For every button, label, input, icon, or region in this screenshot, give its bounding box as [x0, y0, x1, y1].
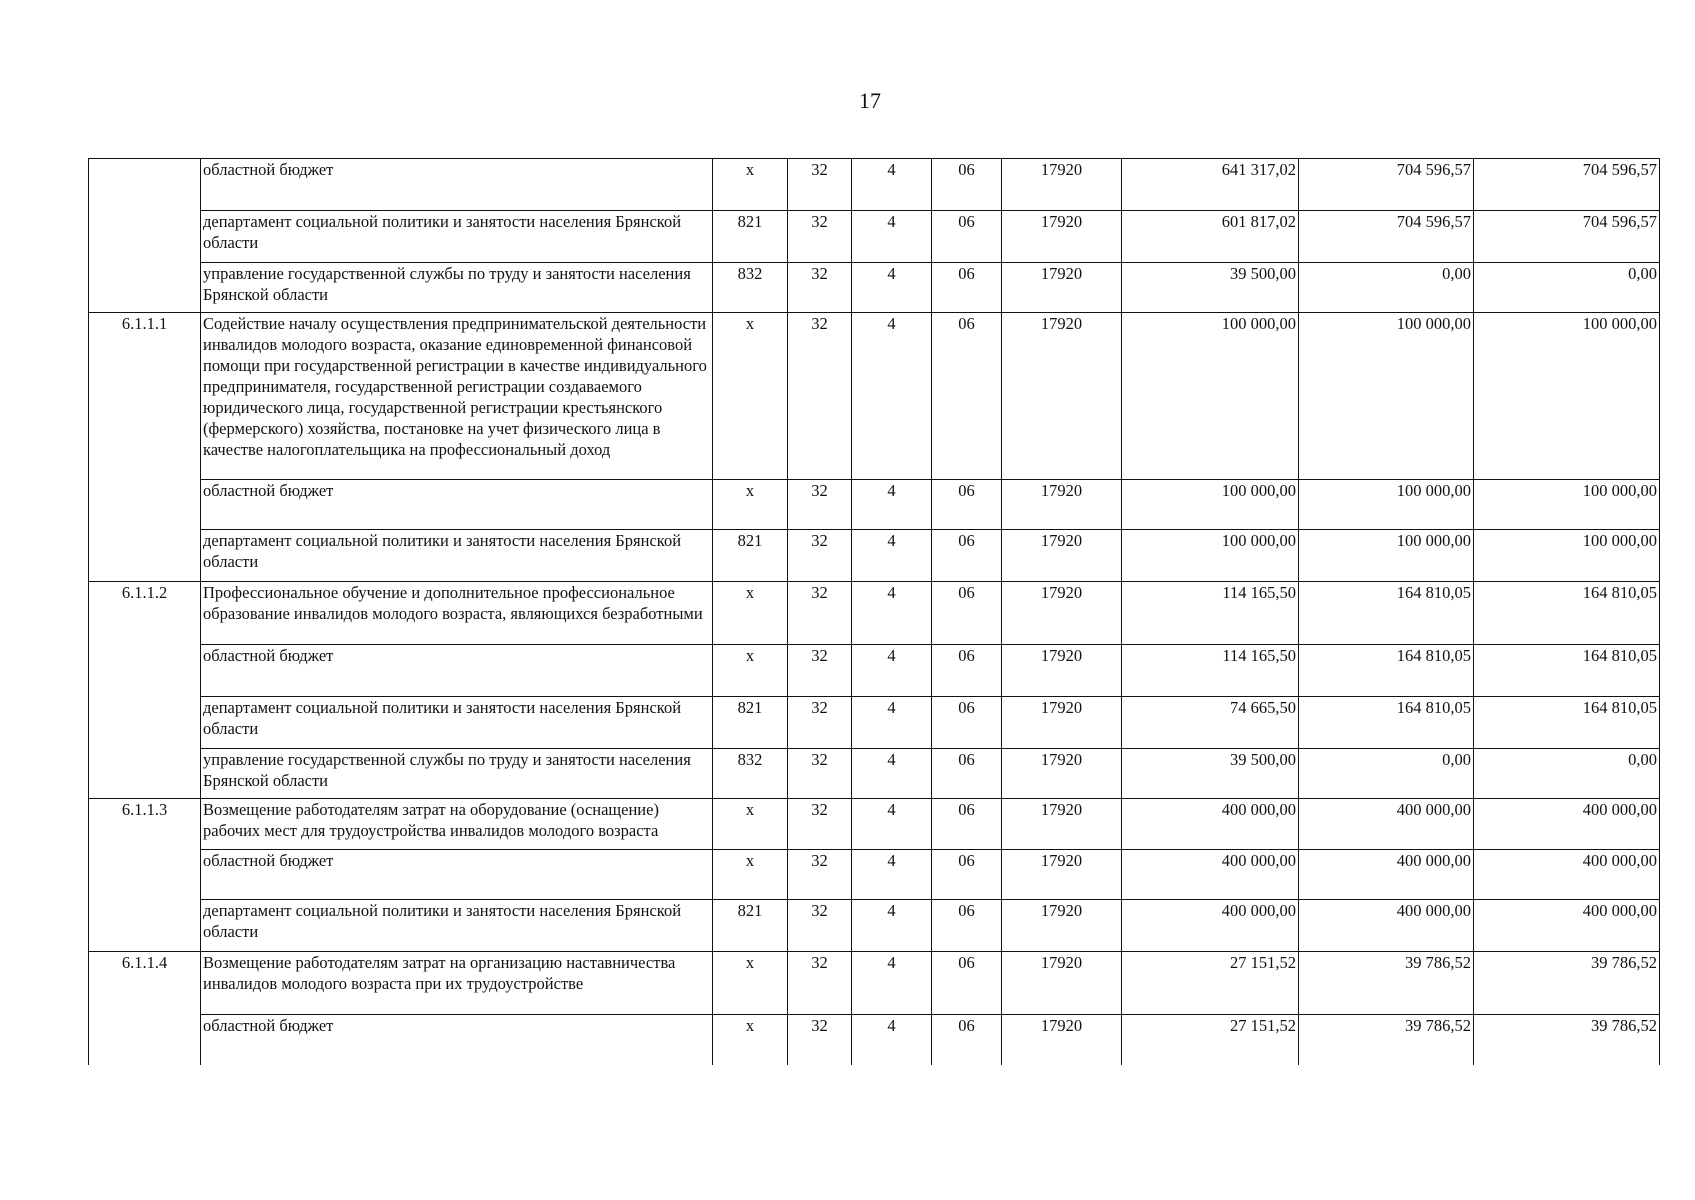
- row-code-3: 06: [932, 530, 1002, 582]
- row-admin-code: 832: [713, 263, 788, 313]
- row-code-1: 32: [788, 900, 852, 952]
- row-value-1: 100 000,00: [1122, 313, 1299, 480]
- table-row: [89, 211, 1660, 263]
- row-code-2: 4: [852, 159, 932, 211]
- table-body: [89, 159, 1660, 1065]
- row-code-4: 17920: [1002, 952, 1122, 1015]
- row-name: областной бюджет: [201, 1015, 713, 1065]
- row-admin-code: х: [713, 313, 788, 480]
- row-name: департамент социальной политики и занятости населения Брянской области: [201, 530, 713, 582]
- row-number: [89, 159, 201, 211]
- row-code-2: 4: [852, 582, 932, 645]
- row-admin-code: х: [713, 480, 788, 530]
- row-value-3: 39 786,52: [1474, 1015, 1660, 1065]
- row-code-4: 17920: [1002, 799, 1122, 850]
- row-value-3: 704 596,57: [1474, 211, 1660, 263]
- table-row: [89, 850, 1660, 900]
- row-code-2: 4: [852, 799, 932, 850]
- table-row: [89, 530, 1660, 582]
- row-value-1: 400 000,00: [1122, 900, 1299, 952]
- row-code-4: 17920: [1002, 582, 1122, 645]
- table-row: [89, 799, 1660, 850]
- row-number: [89, 530, 201, 582]
- row-code-1: 32: [788, 799, 852, 850]
- row-number: [89, 480, 201, 530]
- row-value-3: 100 000,00: [1474, 530, 1660, 582]
- row-value-2: 164 810,05: [1299, 582, 1474, 645]
- row-value-1: 27 151,52: [1122, 1015, 1299, 1065]
- page-number: 17: [859, 88, 881, 113]
- row-code-1: 32: [788, 480, 852, 530]
- row-admin-code: 832: [713, 749, 788, 799]
- row-name: департамент социальной политики и занятости населения Брянской области: [201, 697, 713, 749]
- row-number: 6.1.1.2: [89, 582, 201, 645]
- row-code-4: 17920: [1002, 697, 1122, 749]
- row-value-1: 400 000,00: [1122, 799, 1299, 850]
- row-number: [89, 850, 201, 900]
- row-code-2: 4: [852, 749, 932, 799]
- row-code-3: 06: [932, 159, 1002, 211]
- row-admin-code: 821: [713, 211, 788, 263]
- table-row: [89, 697, 1660, 749]
- row-name: областной бюджет: [201, 480, 713, 530]
- table-row: [89, 900, 1660, 952]
- row-value-2: 164 810,05: [1299, 645, 1474, 697]
- row-code-4: 17920: [1002, 480, 1122, 530]
- row-value-2: 164 810,05: [1299, 697, 1474, 749]
- table-row: [89, 159, 1660, 211]
- row-value-1: 100 000,00: [1122, 530, 1299, 582]
- row-number: [89, 263, 201, 313]
- row-value-2: 704 596,57: [1299, 159, 1474, 211]
- row-code-4: 17920: [1002, 159, 1122, 211]
- row-code-1: 32: [788, 1015, 852, 1065]
- row-code-3: 06: [932, 900, 1002, 952]
- row-name: управление государственной службы по труду и занятости населения Брянской области: [201, 263, 713, 313]
- row-number: 6.1.1.4: [89, 952, 201, 1015]
- row-code-1: 32: [788, 645, 852, 697]
- row-code-2: 4: [852, 530, 932, 582]
- row-value-3: 100 000,00: [1474, 480, 1660, 530]
- row-value-3: 400 000,00: [1474, 900, 1660, 952]
- row-code-3: 06: [932, 749, 1002, 799]
- row-admin-code: х: [713, 799, 788, 850]
- row-name: областной бюджет: [201, 850, 713, 900]
- row-code-1: 32: [788, 313, 852, 480]
- row-code-3: 06: [932, 582, 1002, 645]
- row-number: 6.1.1.3: [89, 799, 201, 850]
- row-code-4: 17920: [1002, 749, 1122, 799]
- row-value-3: 0,00: [1474, 749, 1660, 799]
- row-code-1: 32: [788, 697, 852, 749]
- row-code-3: 06: [932, 263, 1002, 313]
- row-value-2: 0,00: [1299, 749, 1474, 799]
- row-value-3: 704 596,57: [1474, 159, 1660, 211]
- row-name: Возмещение работодателям затрат на организацию наставничества инвалидов молодого возраста при их трудоустройстве: [201, 952, 713, 1015]
- table-row: [89, 952, 1660, 1015]
- row-name: Профессиональное обучение и дополнительное профессиональное образование инвалидов молодого возраста, являющихся безработными: [201, 582, 713, 645]
- row-code-1: 32: [788, 952, 852, 1015]
- row-number: [89, 697, 201, 749]
- row-value-1: 74 665,50: [1122, 697, 1299, 749]
- row-code-1: 32: [788, 263, 852, 313]
- row-value-1: 400 000,00: [1122, 850, 1299, 900]
- row-name: областной бюджет: [201, 645, 713, 697]
- row-value-1: 27 151,52: [1122, 952, 1299, 1015]
- row-code-4: 17920: [1002, 263, 1122, 313]
- row-number: [89, 211, 201, 263]
- row-code-1: 32: [788, 850, 852, 900]
- row-value-2: 0,00: [1299, 263, 1474, 313]
- row-value-3: 164 810,05: [1474, 645, 1660, 697]
- row-value-1: 601 817,02: [1122, 211, 1299, 263]
- row-value-2: 400 000,00: [1299, 850, 1474, 900]
- row-admin-code: х: [713, 850, 788, 900]
- row-code-2: 4: [852, 850, 932, 900]
- row-value-2: 39 786,52: [1299, 1015, 1474, 1065]
- row-value-3: 400 000,00: [1474, 799, 1660, 850]
- row-code-1: 32: [788, 159, 852, 211]
- row-value-2: 400 000,00: [1299, 799, 1474, 850]
- row-code-4: 17920: [1002, 900, 1122, 952]
- table-row: [89, 263, 1660, 313]
- row-code-2: 4: [852, 900, 932, 952]
- row-number: [89, 1015, 201, 1065]
- row-code-3: 06: [932, 799, 1002, 850]
- row-admin-code: х: [713, 1015, 788, 1065]
- row-code-1: 32: [788, 749, 852, 799]
- row-name: Содействие началу осуществления предпринимательской деятельности инвалидов молодого возраста, оказание единовременной финансовой помощи при государственной регистрации в качестве индивидуального предпринимателя, государственной регистрации создаваемого юридического лица, государственной регистрации крестьянского (фермерского) хозяйства, постановке на учет физического лица в качестве налогоплательщика на профессиональный доход: [201, 313, 713, 480]
- row-admin-code: 821: [713, 697, 788, 749]
- row-number: 6.1.1.1: [89, 313, 201, 480]
- row-code-2: 4: [852, 1015, 932, 1065]
- table-row: [89, 582, 1660, 645]
- row-value-1: 114 165,50: [1122, 645, 1299, 697]
- row-value-2: 400 000,00: [1299, 900, 1474, 952]
- row-code-4: 17920: [1002, 645, 1122, 697]
- row-number: [89, 900, 201, 952]
- row-admin-code: х: [713, 582, 788, 645]
- row-code-3: 06: [932, 697, 1002, 749]
- row-code-2: 4: [852, 480, 932, 530]
- row-code-4: 17920: [1002, 530, 1122, 582]
- row-code-2: 4: [852, 697, 932, 749]
- row-code-2: 4: [852, 263, 932, 313]
- row-value-2: 100 000,00: [1299, 530, 1474, 582]
- table-row: [89, 645, 1660, 697]
- row-value-3: 164 810,05: [1474, 582, 1660, 645]
- table-row: [89, 1015, 1660, 1065]
- table-row: [89, 749, 1660, 799]
- row-value-3: 400 000,00: [1474, 850, 1660, 900]
- row-value-1: 100 000,00: [1122, 480, 1299, 530]
- table-row: [89, 480, 1660, 530]
- row-name: департамент социальной политики и занятости населения Брянской области: [201, 900, 713, 952]
- row-code-1: 32: [788, 211, 852, 263]
- row-code-3: 06: [932, 313, 1002, 480]
- row-number: [89, 645, 201, 697]
- table-row: [89, 313, 1660, 480]
- row-code-4: 17920: [1002, 313, 1122, 480]
- row-admin-code: х: [713, 645, 788, 697]
- row-name: Возмещение работодателям затрат на оборудование (оснащение) рабочих мест для трудоустройства инвалидов молодого возраста: [201, 799, 713, 850]
- row-code-3: 06: [932, 480, 1002, 530]
- row-admin-code: х: [713, 952, 788, 1015]
- row-code-3: 06: [932, 952, 1002, 1015]
- row-code-3: 06: [932, 211, 1002, 263]
- row-name: управление государственной службы по труду и занятости населения Брянской области: [201, 749, 713, 799]
- row-value-2: 100 000,00: [1299, 313, 1474, 480]
- row-code-3: 06: [932, 850, 1002, 900]
- row-value-1: 114 165,50: [1122, 582, 1299, 645]
- row-value-3: 0,00: [1474, 263, 1660, 313]
- row-admin-code: х: [713, 159, 788, 211]
- row-value-1: 641 317,02: [1122, 159, 1299, 211]
- row-value-1: 39 500,00: [1122, 749, 1299, 799]
- row-number: [89, 749, 201, 799]
- row-code-3: 06: [932, 1015, 1002, 1065]
- row-code-4: 17920: [1002, 211, 1122, 263]
- row-code-1: 32: [788, 530, 852, 582]
- row-code-4: 17920: [1002, 850, 1122, 900]
- row-value-3: 39 786,52: [1474, 952, 1660, 1015]
- row-value-2: 704 596,57: [1299, 211, 1474, 263]
- row-code-2: 4: [852, 313, 932, 480]
- row-admin-code: 821: [713, 530, 788, 582]
- row-code-2: 4: [852, 645, 932, 697]
- row-code-4: 17920: [1002, 1015, 1122, 1065]
- row-value-2: 39 786,52: [1299, 952, 1474, 1015]
- row-value-3: 164 810,05: [1474, 697, 1660, 749]
- budget-table: [88, 158, 1660, 1065]
- row-code-2: 4: [852, 211, 932, 263]
- row-name: областной бюджет: [201, 159, 713, 211]
- row-value-2: 100 000,00: [1299, 480, 1474, 530]
- row-value-1: 39 500,00: [1122, 263, 1299, 313]
- row-value-3: 100 000,00: [1474, 313, 1660, 480]
- row-code-3: 06: [932, 645, 1002, 697]
- row-code-1: 32: [788, 582, 852, 645]
- row-admin-code: 821: [713, 900, 788, 952]
- row-name: департамент социальной политики и занятости населения Брянской области: [201, 211, 713, 263]
- row-code-2: 4: [852, 952, 932, 1015]
